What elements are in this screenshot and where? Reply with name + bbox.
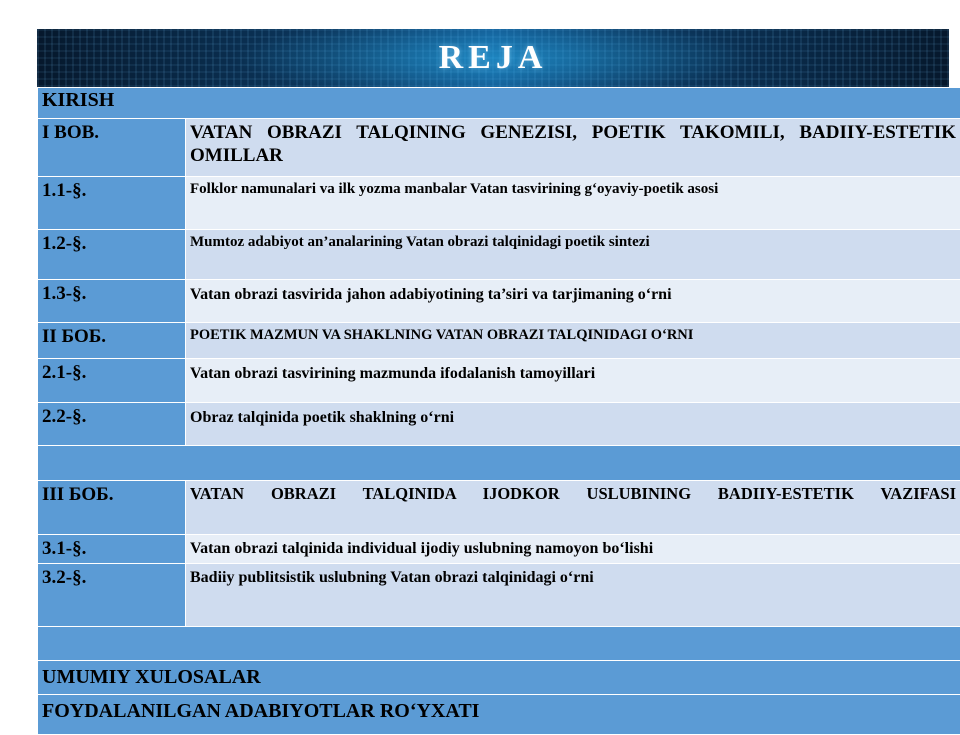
chapter-title: VATAN OBRAZI TALQINIDA IJODKOR USLUBINING BADIIY-ESTETIK VAZIFASI: [186, 481, 960, 535]
table-row: [38, 535, 960, 564]
section-kirish: KIRISH: [38, 88, 960, 119]
chapter-number: II БОБ.: [38, 323, 186, 359]
empty-row: [38, 446, 960, 481]
title-banner: [37, 29, 949, 87]
section-conclusions: UMUMIY XULOSALAR: [38, 661, 960, 695]
section-title: Mumtoz adabiyot an’analarining Vatan obrazi talqinidagi poetik sintezi: [186, 230, 960, 280]
table-row: [38, 177, 960, 230]
section-number: 2.1-§.: [38, 359, 186, 403]
chapter-title: VATAN OBRAZI TALQINING GENEZISI, POETIK TAKOMILI, BADIIY-ESTETIK OMILLAR: [186, 119, 960, 177]
chapter-number: I BOB.: [38, 119, 186, 177]
table-row: [38, 661, 960, 695]
section-number: 3.2-§.: [38, 564, 186, 627]
section-title: Vatan obrazi talqinida individual ijodiy uslubning namoyon bo‘lishi: [186, 535, 960, 564]
table-row: [38, 564, 960, 627]
section-number: 3.1-§.: [38, 535, 186, 564]
section-title: Folklor namunalari va ilk yozma manbalar Vatan tasvirining g‘oyaviy-poetik asosi: [186, 177, 960, 230]
section-number: 2.2-§.: [38, 403, 186, 446]
section-title: Vatan obrazi tasvirining mazmunda ifodalanish tamoyillari: [186, 359, 960, 403]
table-row: [38, 446, 960, 481]
table-row: [38, 280, 960, 323]
table-row: [38, 403, 960, 446]
chapter-title: POETIK MAZMUN VA SHAKLNING VATAN OBRAZI TALQINIDAGI O‘RNI: [186, 323, 960, 359]
section-number: 1.2-§.: [38, 230, 186, 280]
table-row: [38, 88, 960, 119]
section-number: 1.3-§.: [38, 280, 186, 323]
table-row: [38, 119, 960, 177]
table-row: [38, 627, 960, 661]
section-number: 1.1-§.: [38, 177, 186, 230]
empty-row: [38, 627, 960, 661]
page-title: REJA: [439, 39, 548, 77]
table-row: [38, 695, 960, 735]
chapter-number: III БОБ.: [38, 481, 186, 535]
table-of-contents: [37, 87, 960, 735]
section-title: Obraz talqinida poetik shaklning o‘rni: [186, 403, 960, 446]
table-row: [38, 230, 960, 280]
table-row: [38, 481, 960, 535]
table-row: [38, 323, 960, 359]
table-row: [38, 359, 960, 403]
section-title: Badiiy publitsistik uslubning Vatan obrazi talqinidagi o‘rni: [186, 564, 960, 627]
section-references: FOYDALANILGAN ADABIYOTLAR RO‘YXATI: [38, 695, 960, 735]
section-title: Vatan obrazi tasvirida jahon adabiyotining ta’siri va tarjimaning o‘rni: [186, 280, 960, 323]
